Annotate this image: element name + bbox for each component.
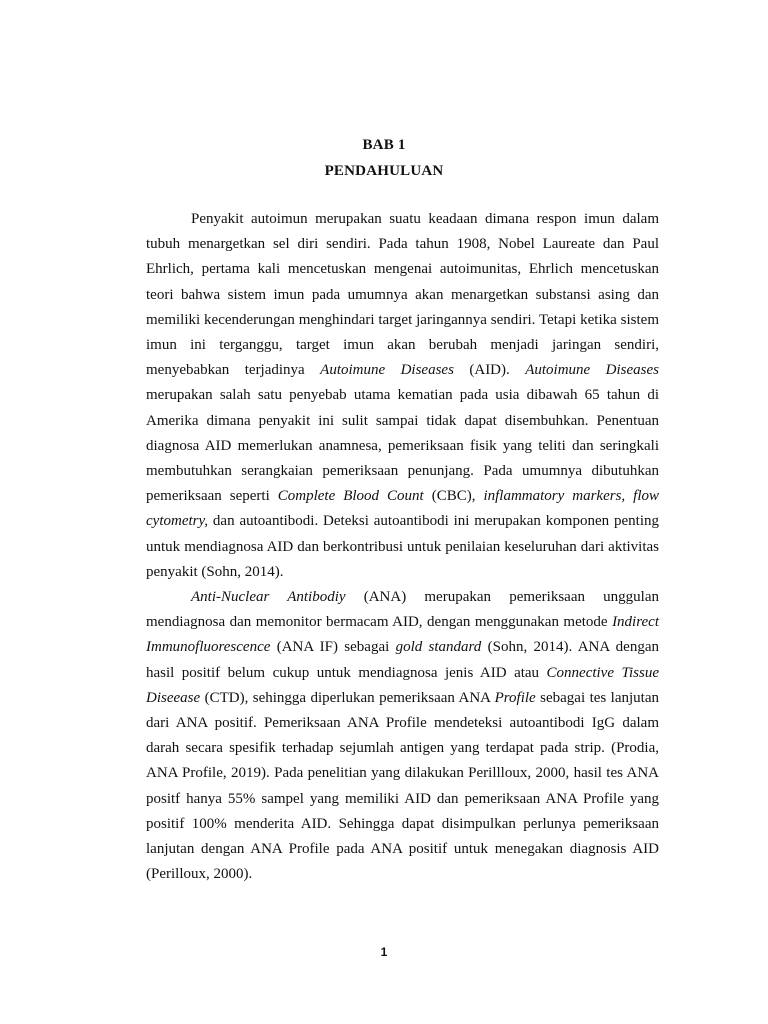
italic-term: Profile	[494, 689, 536, 706]
text-run: (ANA IF) sebagai	[270, 639, 396, 656]
italic-term: Anti-Nuclear Antibodiy	[191, 589, 346, 606]
text-run: (CTD), sehingga diperlukan pemeriksaan ANA	[200, 689, 495, 706]
text-run: (AID).	[453, 362, 526, 379]
italic-term: gold standard	[395, 639, 482, 656]
italic-term: Autoimune Diseases	[525, 362, 659, 379]
text-run: (ANA) merupakan pemeriksaan unggulan mendiagnosa dan memonitor bermacam AID, dengan menggunakan metode	[146, 589, 659, 631]
text-run: merupakan salah satu penyebab utama kematian pada usia dibawah 65 tahun di Amerika dimana penyakit ini sulit sampai tidak dapat disembuhkan. Penentuan diagnosa AID memerlukan anamnesa, pemeriksaan fisik yang teliti dan seringkali membutuhkan serangkaian pemeriksaan penunjang. Pada umumnya dibutuhkan pemeriksaan seperti	[146, 387, 659, 505]
text-run: Penyakit autoimun merupakan suatu keadaan dimana respon imun dalam tubuh menargetkan sel diri sendiri. Pada tahun 1908, Nobel Laureate dan Paul Ehrlich, pertama kali mencetuskan mengenai autoimunitas, Ehrlich mencetuskan teori bahwa sistem imun pada umumnya akan menargetkan substansi asing dan memiliki kecenderungan menghindari target jaringannya sendiri. Tetapi ketika sistem imun ini terganggu, target imun akan berubah menjadi jaringan sendiri, menyebabkan terjadinya	[146, 211, 659, 379]
italic-term: Indirect Immunofluorescence	[146, 614, 659, 656]
italic-term: Autoimune Diseases	[320, 362, 454, 379]
body-text	[146, 207, 659, 887]
paragraph-ana-profile	[146, 585, 659, 887]
italic-term: Connective Tissue Diseease	[146, 664, 659, 706]
text-run: (CBC),	[423, 488, 484, 505]
text-run: sebagai tes lanjutan dari ANA positif. Pemeriksaan ANA Profile mendeteksi autoantibodi IgG dalam darah secara spesifik terhadap sejumlah antigen yang terdapat pada strip. (Prodia, ANA Profile, 2019). Pada penelitian yang dilakukan Perillloux, 2000, hasil tes ANA positf hanya 55% sampel yang memiliki AID dan pemeriksaan ANA Profile yang positif 100% menderita AID. Sehingga dapat disimpulkan perlunya pemeriksaan lanjutan dengan ANA Profile pada ANA positif untuk menegakan diagnosis AID (Perilloux, 2000).	[146, 689, 659, 883]
chapter-number: BAB 1	[362, 137, 406, 153]
text-run: dan autoantibodi. Deteksi autoantibodi ini merupakan komponen penting untuk mendiagnosa AID dan berkontribusi untuk penilaian keseluruhan dari aktivitas penyakit (Sohn, 2014).	[146, 513, 659, 580]
page-number: 1	[380, 945, 388, 959]
paragraph-autoimmune-intro	[146, 207, 659, 585]
text-run: (Sohn, 2014). ANA dengan hasil positif belum cukup untuk mendiagnosa jenis AID atau	[146, 639, 659, 681]
italic-term: inflammatory markers, flow cytometry,	[146, 488, 659, 530]
chapter-title: PENDAHULUAN	[324, 163, 444, 179]
italic-term: Complete Blood Count	[277, 488, 424, 505]
